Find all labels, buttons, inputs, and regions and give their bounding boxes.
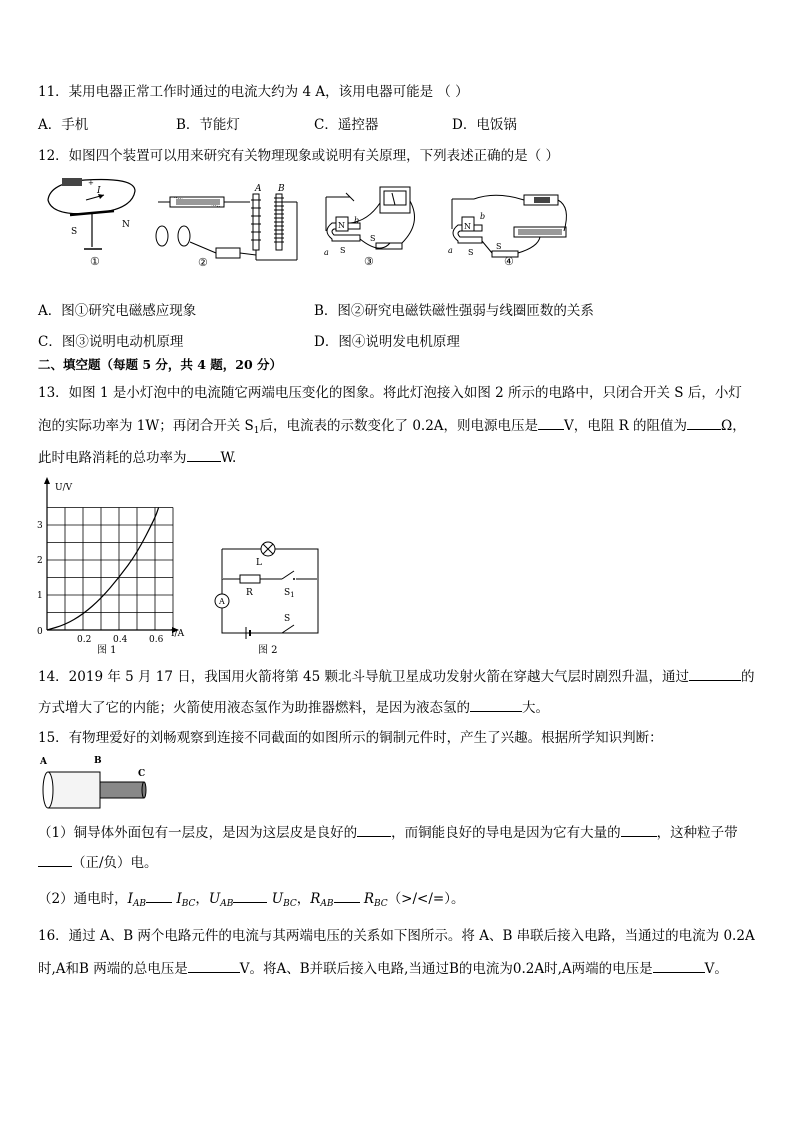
answer-blank <box>334 888 360 903</box>
series-line <box>47 508 159 631</box>
y-tick-label: 3 <box>37 521 43 531</box>
q12-stem: 12．如图四个装置可以用来研究有关物理现象或说明有关原理，下列表述正确的是（ ） <box>38 148 559 164</box>
figure-caption: 图 1 <box>97 645 117 656</box>
y-tick-label: 1 <box>37 591 43 601</box>
q12-figure-1 <box>40 175 145 268</box>
q11-option-a: A．手机 <box>38 117 89 133</box>
q15-part-1-line-1: （1）铜导体外面包有一层皮，是因为这层皮是良好的 ，而铜能良好的导电是因为它有大量的 ，这种粒子带 <box>38 822 738 842</box>
q15-part-1-line-2: （正/负）电。 <box>38 852 158 872</box>
q16-line-1: 16．通过 A、B 两个电路元件的电流与其两端电压的关系如下图所示。将 A、B 串联后接入电路，当通过的电流为 0.2A <box>38 928 755 944</box>
svg-text:图 2: 图 2 <box>258 645 278 656</box>
section-title: 二、填空题（每题 5 分，共 4 题，20 分） <box>38 357 283 372</box>
q15-stem: 15．有物理爱好的刘畅观察到连接不同截面的如图所示的铜制元件时，产生了兴趣。根据所学知识判断： <box>38 730 663 746</box>
q11-option-b: B．节能灯 <box>176 117 240 133</box>
y-tick-label: 2 <box>37 556 43 566</box>
q15-part-2: （2）通电时，$I_{AB}$ $I_{BC}$，$U_{AB}$ $U_{BC}$，$R_{AB}$ $R_{BC}(>/</=)$。 <box>38 888 464 913</box>
q13-figure-1-chart <box>35 475 205 655</box>
svg-text:①: ① <box>90 255 100 268</box>
svg-text:N: N <box>464 222 471 231</box>
resistor-icon <box>240 575 260 583</box>
svg-text:S: S <box>71 227 78 237</box>
svg-text:b: b <box>480 212 486 221</box>
svg-text:A: A <box>40 757 47 767</box>
svg-text:R: R <box>246 588 253 598</box>
q12-figure-4 <box>446 183 576 268</box>
answer-blank <box>621 822 657 837</box>
x-axis-label: I/A <box>171 629 185 639</box>
q12-figure-3 <box>320 183 430 268</box>
q12-option-b: B．图②研究电磁铁磁性强弱与线圈匝数的关系 <box>314 303 594 319</box>
q11-option-c: C．遥控器 <box>314 117 379 133</box>
q13-line-3: 此时电路消耗的总功率为 W. <box>38 447 236 467</box>
q11-stem: 11．某用电器正常工作时通过的电流大约为 4 A，该用电器可能是 （ ） <box>38 84 469 100</box>
svg-text:A: A <box>255 184 262 194</box>
battery-icon <box>62 178 82 186</box>
svg-text:S: S <box>284 614 291 624</box>
svg-text:a: a <box>448 246 453 255</box>
x-tick-label: 0.2 <box>77 635 92 645</box>
svg-text:②: ② <box>198 256 208 269</box>
svg-text:L: L <box>256 558 262 568</box>
answer-blank <box>689 666 741 681</box>
q11-option-d: D．电饭锅 <box>452 117 517 133</box>
q15-copper-part-figure <box>38 754 158 812</box>
y-axis-label: U/V <box>55 483 73 493</box>
q12-option-a: A．图①研究电磁感应现象 <box>38 303 197 319</box>
answer-blank <box>38 852 72 867</box>
q13-line-1: 13．如图 1 是小灯泡中的电流随它两端电压变化的图象。将此灯泡接入如图 2 所示的电路中，只闭合开关 S 后，小灯 <box>38 385 742 401</box>
origin-label: 0 <box>37 627 43 637</box>
answer-blank <box>653 958 705 973</box>
svg-text:S1: $S_1$ <box>284 588 295 599</box>
answer-blank <box>233 888 267 903</box>
svg-text:+: + <box>88 179 94 187</box>
q13-line-2: 泡的实际功率为 1W；再闭合开关 $S_1$后，电流表的示数变化了 0.2A，则电源电压是 V，电阻 R 的阻值为 Ω， <box>38 415 746 440</box>
svg-text:S: S <box>370 234 376 243</box>
answer-blank <box>470 697 522 712</box>
svg-text:N: N <box>122 220 130 230</box>
answer-blank <box>687 415 721 430</box>
answer-blank <box>538 415 564 430</box>
q14-line-2: 方式增大了它的内能；火箭使用液态氢作为助推器燃料，是因为液态氢的 大。 <box>38 697 549 717</box>
svg-text:b: b <box>354 216 360 225</box>
q12-option-c: C．图③说明电动机原理 <box>38 334 184 350</box>
svg-text:a: a <box>324 248 329 257</box>
x-tick-label: 0.6 <box>149 635 164 645</box>
q12-option-d: D．图④说明发电机原理 <box>314 334 460 350</box>
svg-text:I: I <box>97 186 101 196</box>
answer-blank <box>187 447 221 462</box>
answer-blank <box>188 958 240 973</box>
svg-text:N: N <box>338 221 345 230</box>
svg-text:S: S <box>468 248 474 257</box>
q12-figure-2 <box>152 180 302 269</box>
x-tick-label: 0.4 <box>113 635 128 645</box>
svg-text:③: ③ <box>364 255 374 268</box>
q13-figure-2-circuit <box>206 537 326 657</box>
y-axis-arrow <box>44 477 50 484</box>
svg-text:B: B <box>278 184 285 194</box>
answer-blank <box>357 822 391 837</box>
answer-blank <box>146 888 172 903</box>
switch-icon <box>282 571 294 579</box>
q14-line-1: 14．2019 年 5 月 17 日，我国用火箭将第 45 颗北斗导航卫星成功发射火箭在穿越大气层时剧烈升温，通过 的 <box>38 666 755 686</box>
svg-text:A: A <box>219 597 225 606</box>
svg-text:S: S <box>340 246 346 255</box>
svg-text:④: ④ <box>504 255 514 268</box>
svg-text:S: S <box>496 242 502 251</box>
svg-text:B: B <box>94 756 102 766</box>
svg-text:C: C <box>138 769 146 779</box>
q16-line-2: 时,A和B 两端的总电压是 V。将A、B并联后接入电路,当通过B的电流为0.2A时,A两端的电压是 V。 <box>38 958 728 978</box>
